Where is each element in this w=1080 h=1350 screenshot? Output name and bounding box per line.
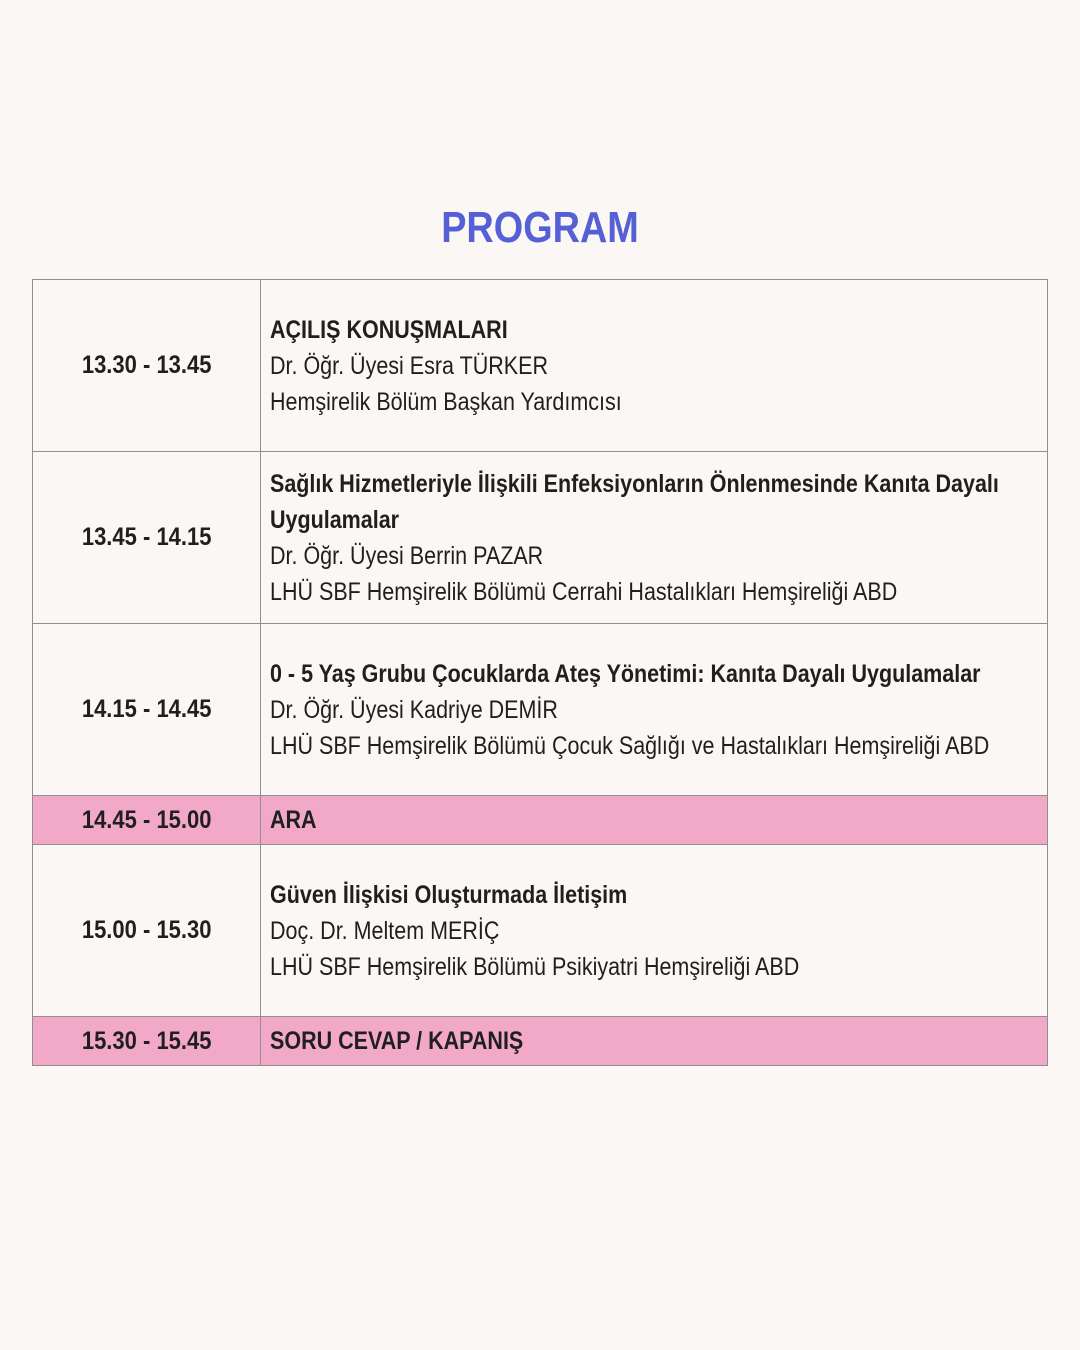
- break-content-cell: [261, 1017, 1048, 1066]
- session-row: [33, 845, 1048, 1017]
- break-row: [33, 1017, 1048, 1066]
- session-time-cell: [33, 845, 261, 1017]
- session-title: Güven İlişkisi Oluşturmada İletişim: [270, 880, 628, 909]
- session-speaker: Doç. Dr. Meltem MERİÇ: [270, 916, 500, 945]
- session-time-cell: [33, 452, 261, 624]
- break-time: 15.30 - 15.45: [81, 1026, 212, 1055]
- session-time-cell: [33, 624, 261, 796]
- break-time: 14.45 - 15.00: [81, 805, 212, 834]
- session-time: 15.00 - 15.30: [81, 916, 212, 944]
- session-affiliation: Hemşirelik Bölüm Başkan Yardımcısı: [270, 387, 622, 416]
- session-time-cell: [33, 280, 261, 452]
- program-table: [32, 279, 1048, 1066]
- page-title: PROGRAM: [441, 203, 639, 252]
- break-time-cell: [33, 796, 261, 845]
- break-row: [33, 796, 1048, 845]
- session-speaker: Dr. Öğr. Üyesi Kadriye DEMİR: [270, 695, 559, 724]
- break-label: ARA: [270, 805, 317, 834]
- session-content-cell: [261, 624, 1048, 796]
- session-affiliation: LHÜ SBF Hemşirelik Bölümü Çocuk Sağlığı ve Hastalıkları Hemşireliği ABD: [270, 731, 990, 760]
- session-time: 13.30 - 13.45: [81, 351, 212, 379]
- session-title: AÇILIŞ KONUŞMALARI: [270, 315, 508, 344]
- session-time: 14.15 - 14.45: [81, 695, 212, 723]
- session-time: 13.45 - 14.15: [81, 523, 212, 551]
- session-title: 0 - 5 Yaş Grubu Çocuklarda Ateş Yönetimi: Kanıta Dayalı Uygulamalar: [270, 659, 981, 688]
- break-time-cell: [33, 1017, 261, 1066]
- session-row: [33, 452, 1048, 624]
- session-affiliation: LHÜ SBF Hemşirelik Bölümü Cerrahi Hastalıkları Hemşireliği ABD: [270, 577, 898, 606]
- session-row: [33, 624, 1048, 796]
- break-content-cell: [261, 796, 1048, 845]
- session-content-cell: [261, 280, 1048, 452]
- session-row: [33, 280, 1048, 452]
- session-speaker: Dr. Öğr. Üyesi Esra TÜRKER: [270, 351, 549, 380]
- session-title: Sağlık Hizmetleriyle İlişkili Enfeksiyonların Önlenmesinde Kanıta Dayalı: [270, 469, 1000, 498]
- break-label: SORU CEVAP / KAPANIŞ: [270, 1026, 524, 1055]
- session-speaker: Dr. Öğr. Üyesi Berrin PAZAR: [270, 541, 544, 570]
- session-content-cell: [261, 452, 1048, 624]
- session-title-continued: Uygulamalar: [270, 505, 400, 534]
- session-content-cell: [261, 845, 1048, 1017]
- session-affiliation: LHÜ SBF Hemşirelik Bölümü Psikiyatri Hemşireliği ABD: [270, 952, 800, 981]
